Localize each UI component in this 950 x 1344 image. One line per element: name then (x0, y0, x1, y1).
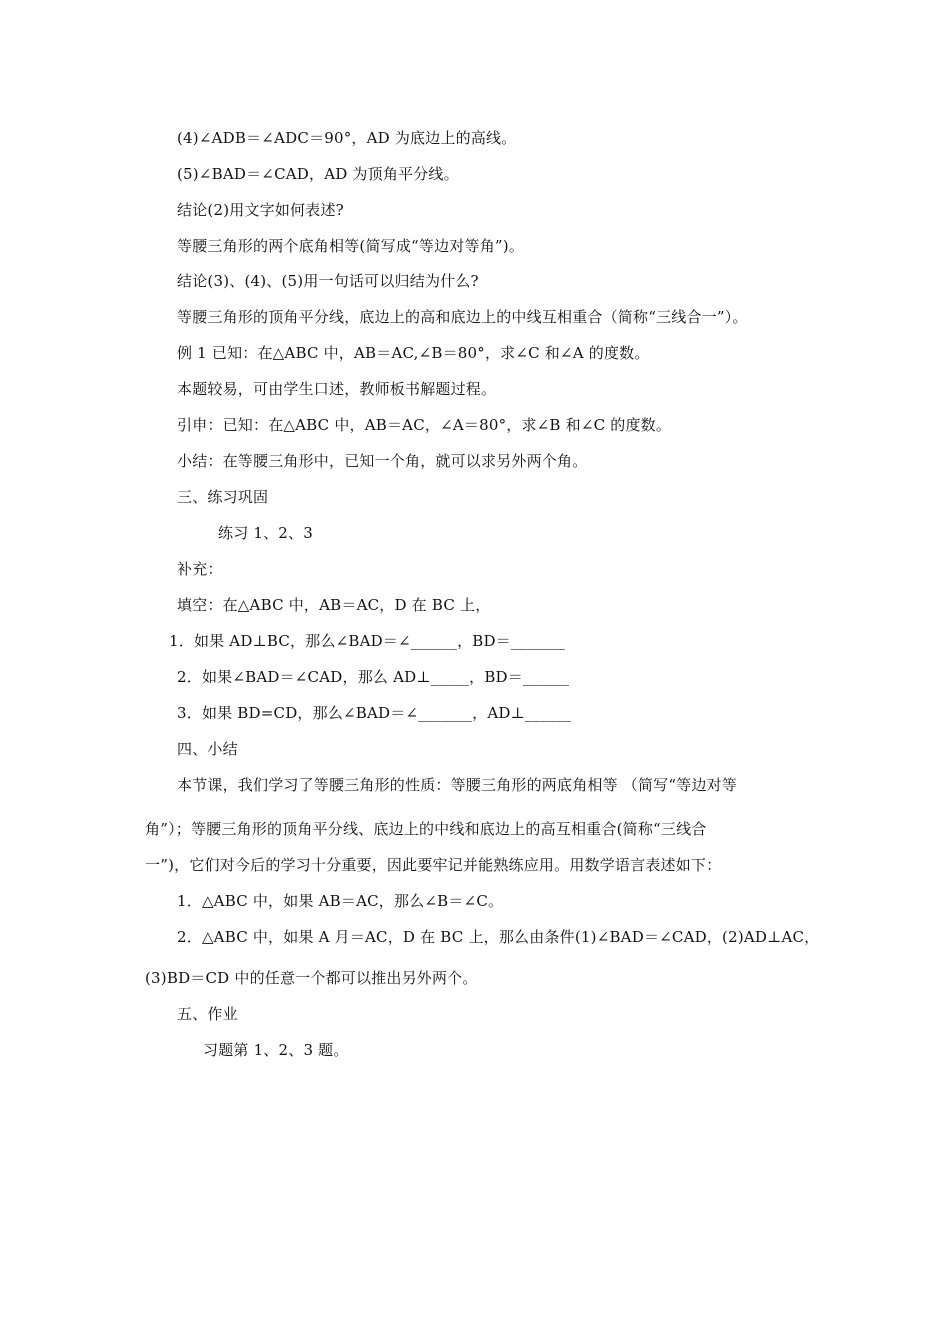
text-line: (3)BD＝CD 中的任意一个都可以推出另外两个。 (145, 969, 478, 987)
text-line: (4)∠ADB＝∠ADC＝90°，AD 为底边上的高线。 (177, 129, 517, 147)
text-line: 结论(3)、(4)、(5)用一句话可以归结为什么? (177, 272, 479, 290)
text-line: 等腰三角形的顶角平分线，底边上的高和底边上的中线互相重合（简称“三线合一”）。 (177, 308, 748, 326)
text-line: 结论(2)用文字如何表述? (177, 201, 344, 219)
section-heading: 四、小结 (177, 740, 238, 758)
section-heading: 五、作业 (177, 1005, 238, 1023)
exercise-item: 2．如果∠BAD＝∠CAD，那么 AD⊥_____，BD＝______ (177, 668, 570, 686)
text-line: 补充： (177, 560, 223, 578)
text-line: 角”）；等腰三角形的顶角平分线、底边上的中线和底边上的高互相重合(简称“三线合 (145, 820, 707, 838)
text-line: 本节课，我们学习了等腰三角形的性质：等腰三角形的两底角相等 （简写“等边对等 (177, 776, 738, 794)
text-line: 一”)，它们对今后的学习十分重要，因此要牢记并能熟练应用。用数学语言表述如下： (145, 856, 722, 874)
section-heading: 三、练习巩固 (177, 488, 269, 506)
text-line: 等腰三角形的两个底角相等(简写成“等边对等角”)。 (177, 237, 525, 255)
text-line: 习题第 1、2、3 题。 (203, 1041, 349, 1059)
exercise-item: 1．如果 AD⊥BC，那么∠BAD＝∠______，BD＝_______ (169, 632, 565, 650)
text-line: 引申：已知：在△ABC 中，AB＝AC，∠A＝80°，求∠B 和∠C 的度数。 (177, 416, 672, 434)
text-line: 填空：在△ABC 中，AB＝AC，D 在 BC 上， (177, 596, 491, 614)
text-line: 本题较易，可由学生口述，教师板书解题过程。 (177, 380, 497, 398)
text-line: (5)∠BAD＝∠CAD，AD 为顶角平分线。 (177, 165, 459, 183)
text-line: 1．△ABC 中，如果 AB＝AC，那么∠B＝∠C。 (177, 892, 504, 910)
text-line: 2．△ABC 中，如果 A 月＝AC，D 在 BC 上，那么由条件(1)∠BAD＝∠CAD，(2)AD⊥AC， (177, 928, 820, 946)
example-line: 例 1 已知：在△ABC 中，AB＝AC,∠B＝80°，求∠C 和∠A 的度数。 (177, 344, 650, 362)
exercise-item: 3．如果 BD=CD，那么∠BAD＝∠_______，AD⊥______ (177, 704, 572, 722)
text-line: 小结：在等腰三角形中，已知一个角，就可以求另外两个角。 (177, 452, 588, 470)
text-line: 练习 1、2、3 (218, 524, 313, 542)
